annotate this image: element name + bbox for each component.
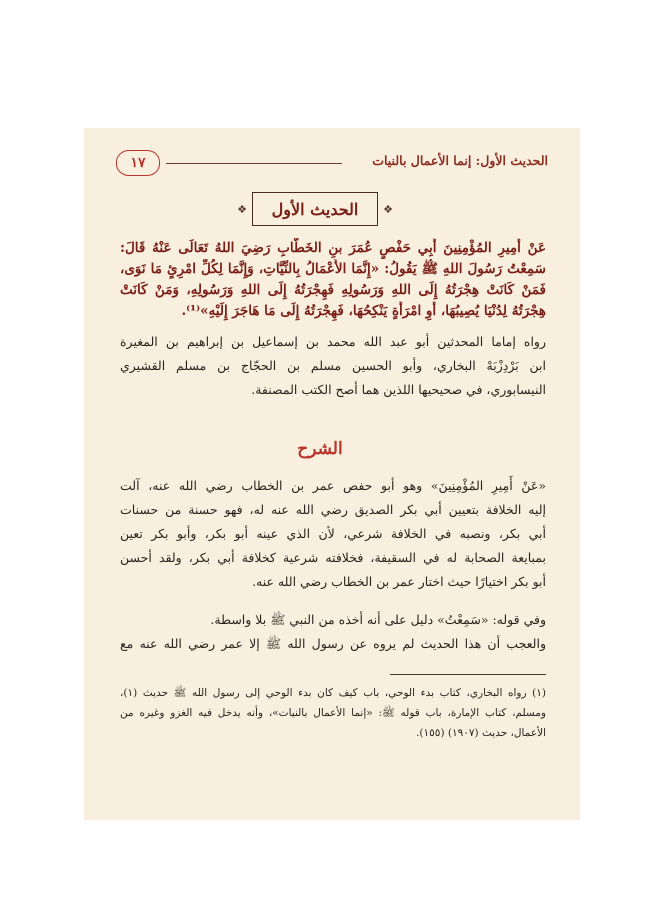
sharh-heading: الشرح	[297, 439, 343, 459]
footnote-line: الأعمال، حديث (١٩٠٧) (١٥٥).	[416, 727, 546, 739]
sharh-line: أبي بكر، ونصبه في الخلافة شرعي، لأن الذي عينه أبو بكر، وأبو بكر تعين	[120, 526, 546, 541]
sharh-line: أبو بكر اختيارًا حيث اختار عمر بن الخطاب رضي الله عنه.	[252, 574, 546, 589]
header-rule	[166, 163, 342, 164]
hadith-line: هِجْرَتُهُ لِدُنْيَا يُصِيبُهَا، أَوِ امْرَأَةٍ يَنْكِحُهَا، فَهِجْرَتُهُ إِلَى مَا هَاجَرَ إِلَيْهِ»⁽¹⁾.	[181, 303, 546, 319]
footnote-rule	[390, 674, 546, 675]
footnotes	[120, 683, 546, 743]
footnote-line: (١) رواه البخاري، كتاب بدء الوحي، باب كيف كان بدء الوحي إلى رسول الله ﷺ حديث (١)،	[120, 687, 546, 699]
ornament-right-icon: ❖	[383, 203, 393, 216]
hadith-line: عَنْ أَمِيرِ المُؤْمِنِينَ أَبِي حَفْصٍ عُمَرَ بنِ الخَطَّابِ رَضِيَ اللهُ تَعَالَى عَنْهُ قَالَ:	[120, 240, 546, 256]
ornament-left-icon: ❖	[237, 203, 247, 216]
section-title: الحديث الأول	[252, 192, 378, 226]
narration-line: ابن بَرْدِزْبَهْ البخاري، وأبو الحسين مسلم بن الحجّاج بن مسلم القشيري	[120, 358, 546, 373]
page-header	[116, 150, 548, 176]
qawl-paragraph	[120, 608, 546, 656]
qawl-line: والعجب أن هذا الحديث لم يروه عن رسول الله ﷺ إلا عمر رضي الله عنه مع	[120, 636, 546, 651]
narration-line: رواه إماما المحدثين أبو عبد الله محمد بن إسماعيل بن إبراهيم بن المغيرة	[120, 334, 546, 349]
hadith-text	[120, 238, 546, 322]
sharh-line: إليه الخلافة بتعيين أبي بكر الصديق رضي الله عنه له، فهو حسنة من حسنات	[120, 502, 546, 517]
running-title: الحديث الأول: إنما الأعمال بالنيات	[372, 153, 548, 168]
hadith-line: فَمَنْ كَانَتْ هِجْرَتُهُ إِلَى اللهِ وَرَسُولِهِ فَهِجْرَتُهُ إِلَى اللهِ وَرَسُولِهِ، وَمَنْ كَانَتْ	[120, 282, 546, 298]
narration-line: النيسابوري، في صحيحيها اللذين هما أصح الكتب المصنفة.	[251, 382, 546, 397]
sharh-line: «عَنْ أَمِيرِ المُؤْمِنِينَ» وهو أبو حفص عمر بن الخطاب رضي الله عنه، آلت	[120, 478, 546, 493]
sharh-line: بمبايعة الصحابة له في السقيفة، فخلافته شرعية كخلافة أبي بكر، ولقد أحسن	[120, 550, 546, 565]
sharh-paragraph	[120, 474, 546, 594]
qawl-line: وفي قوله: «سَمِعْتُ» دليل على أنه أخذه من النبي ﷺ بلا واسطة.	[210, 612, 546, 627]
page-number: ١٧	[116, 150, 160, 176]
narration-paragraph	[120, 330, 546, 402]
hadith-line: سَمِعْتُ رَسُولَ اللهِ ﷺ يَقُولُ: «إِنَّمَا الأَعْمَالُ بِالنِّيَّاتِ، وَإِنَّمَا لِكُلِّ امْرِئٍ مَا نَوَى،	[120, 261, 546, 277]
footnote-line: ومسلم، كتاب الإمارة، باب قوله ﷺ: «إنما الأعمال بالنيات»، وأنه يدخل فيه الغزو وغيره من	[120, 707, 546, 719]
